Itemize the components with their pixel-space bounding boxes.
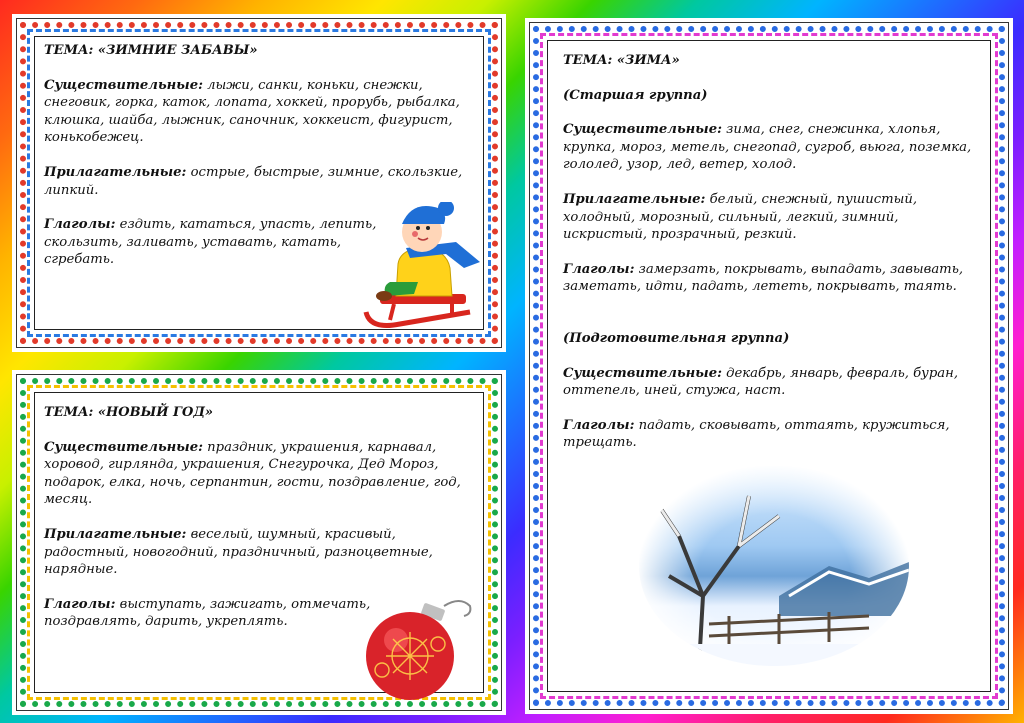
adjectives-label: Прилагательные: [563, 191, 706, 207]
senior-group-label: (Старшая группа) [563, 87, 708, 103]
verbs-list: выступать, зажигать, отмечать, поздравлять, дарить, укреплять. [44, 596, 371, 630]
panel-winter [525, 18, 1013, 714]
nouns-label: Существительные: [563, 122, 722, 138]
nouns-label: Существительные: [44, 439, 203, 455]
verbs-list: замерзать, покрывать, выпадать, завывать, заметать, идти, падать, лететь, покрывать, таять. [563, 261, 964, 295]
nouns-list: праздник, украшения, карнавал, хоровод, гирлянда, украшения, Снегурочка, Дед Мороз, подарок, елка, ночь, серпантин, гости, поздравление, год, месяц. [44, 439, 461, 508]
panel-new-year [12, 370, 506, 715]
nouns-label: Существительные: [44, 77, 203, 93]
nouns-list: зима, снег, снежинка, хлопья, крупка, мороз, метель, снегопад, сугроб, вьюга, поземка, гололед, узор, лед, ветер, холод. [563, 122, 972, 173]
adjectives-list: веселый, шумный, красивый, радостный, новогодний, праздничный, разноцветные, нарядные. [44, 526, 433, 578]
verbs-label: Глаголы: [44, 596, 116, 612]
panel-title: ТЕМА: «НОВЫЙ ГОД» [44, 405, 214, 420]
prep-verbs-list: падать, сковывать, оттаять, кружиться, трещать. [563, 417, 950, 451]
prep-nouns-label: Существительные: [563, 365, 722, 381]
winter-landscape-photo [639, 466, 909, 666]
prep-group-label: (Подготовительная группа) [563, 330, 790, 346]
verbs-label: Глаголы: [563, 261, 635, 277]
prep-nouns-list: декабрь, январь, февраль, буран, оттепель, иней, стужа, наст. [563, 365, 959, 399]
nouns-list: лыжи, санки, коньки, снежки, снеговик, горка, каток, лопата, хоккей, прорубь, рыбалка, клюшка, шайба, лыжник, саночник, хоккеист, фигурист, конькобежец. [44, 77, 460, 146]
adjectives-label: Прилагательные: [44, 164, 187, 180]
panel-title: ТЕМА: «ЗИМНИЕ ЗАБАВЫ» [44, 43, 258, 58]
prep-verbs-label: Глаголы: [563, 417, 635, 433]
child-on-sled-illustration [360, 202, 488, 334]
panel-title: ТЕМА: «ЗИМА» [563, 53, 680, 68]
adjectives-list: белый, снежный, пушистый, холодный, морозный, сильный, легкий, зимний, искристый, прозрачный, резкий. [563, 191, 918, 243]
christmas-ornament-illustration [360, 592, 480, 704]
adjectives-list: острые, быстрые, зимние, скользкие, липкий. [44, 164, 463, 198]
adjectives-label: Прилагательные: [44, 526, 187, 542]
panel-winter-fun [12, 14, 506, 352]
verbs-label: Глаголы: [44, 217, 116, 233]
panel-text [563, 52, 993, 469]
verbs-list: ездить, кататься, упасть, лепить, скользить, заливать, уставать, катать, сгребать. [44, 217, 377, 268]
